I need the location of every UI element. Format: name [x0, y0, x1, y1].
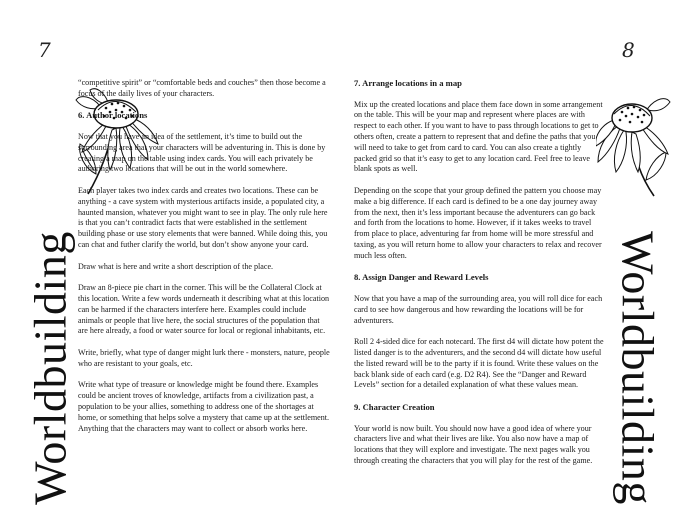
paragraph: Draw an 8-piece pie chart in the corner. This will be the Collateral Clock at this location. Write a few words underneath it describing what at this location can be harmed if the characters interfere here. Examples could include animals or people that live here, the social structures of the population that are here already, a food or water source for local or regional inhabitants, etc.	[78, 283, 330, 336]
paragraph: Write, briefly, what type of danger might lurk there - monsters, nature, people who are resistant to your goals, etc.	[78, 347, 330, 368]
page-number-left: 7	[38, 38, 51, 62]
right-page-column	[354, 78, 606, 477]
paragraph: Write what type of treasure or knowledge might be found there. Examples could be ancient troves of knowledge, artifacts from a civilization past, a population to be your allies, something to address one of the shortages at home, or something that helps solve a mystery that came up at the settlement. Anything that the characters may want to collect or absorb works here.	[78, 380, 330, 433]
section-heading-arrange-locations: 7. Arrange locations in a map	[354, 78, 462, 88]
left-page-column	[78, 78, 330, 445]
paragraph: Draw what is here and write a short description of the place.	[78, 261, 274, 271]
paragraph: Mix up the created locations and place them face down in some arrangement on the table. This will be your map and represent where places are with respect to each other. If you want to have to pass through locations to get to others often, create a pattern to represent that and define the paths that you will need to take to get from card to card. You can also create a tightly packed grid so that it’s easy to get to any location card. Feel free to leave blank spots as well.	[354, 99, 603, 174]
section-heading-character-creation: 9. Character Creation	[354, 401, 435, 412]
paragraph: Roll 2 4-sided dice for each notecard. The first d4 will dictate how potent the listed danger is to the adventurers, and the second d4 will dictate how useful the listed reward will be to the party if it is found. Write these values on the back blank side of each card (e.g. D2 R4). See the “Danger and Reward Levels” section for a detailed explanation of what these values mean.	[354, 337, 604, 390]
page-number-right: 8	[622, 38, 635, 62]
coneflower-illustration-right	[596, 90, 672, 200]
paragraph: Your world is now built. You should now have a good idea of where your characters live and what their lives are like. You also now have a map of locations that they will explore and investigate. The next pages walk you through creating the characters that you will play for the rest of the game.	[354, 423, 593, 465]
section-heading-author-locations: 6. Author locations	[78, 110, 148, 121]
side-title-left: Worldbuilding	[24, 231, 76, 505]
side-title-right: Worldbuilding	[612, 231, 664, 505]
paragraph: Each player takes two index cards and creates two locations. These can be anything - a cave system with mysterious artifacts inside, a populated city, a haunted mansion, whatever you might want to see in play. The only rule here is that you can’t contradict facts that were established in the settlement building phase or use story elements that were banned. While doing this, you can chat and futher clarify the world, but don’t show anyone your card.	[78, 185, 328, 249]
paragraph: Depending on the scope that your group defined the pattern you choose may make a big difference. If each card is defined to be a one day journey away from the next, then it’s less important because the adventurers can go back and forth from the locations to home. However, if it takes weeks to travel from place to place, adventuring far from home will be more stressful and taxing, as you will return home to allow your characters to relax and recover much less often.	[354, 185, 602, 260]
paragraph: Now that you have an idea of the settlement, it’s time to build out the surrounding area that your characters will be adventuring in. This is done by creating a map on the table using index cards. You will each privately be authoring two locations that will be out in the world somewhere.	[78, 131, 326, 174]
left-intro-paragraph: “competitive spirit” or “comfortable beds and couches” then those become a focus of the daily lives of your characters.	[78, 78, 326, 98]
paragraph: Now that you have a map of the surrounding area, you will roll dice for each card to see how dangerous and how rewarding the locations will be for adventurers.	[354, 293, 603, 325]
section-heading-danger-reward: 8. Assign Danger and Reward Levels	[354, 272, 489, 283]
